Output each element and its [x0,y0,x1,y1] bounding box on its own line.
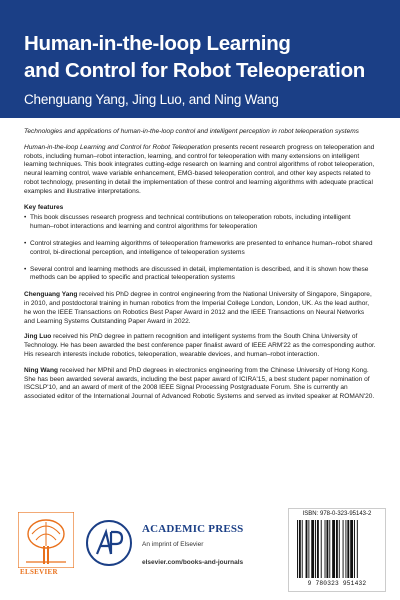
publisher-url: elsevier.com/books-and-journals [142,559,244,566]
bio-text: received her MPhil and PhD degrees in electronics engineering from the Chinese University of Hong Kong. She has been awarded several awards, including the best paper award of ICIRA'15, a best student paper nomination of ISCSLP'10, and an award of merit of the 2008 IEEE Signal Processing Postgraduate Forum. She is currently an associated editor of the International Journal of Advanced Robotic Systems and served as invited speaker at ROMAN'20. [24,366,375,401]
book-title-line-1: Human-in-the-loop Learning [24,32,291,55]
elsevier-logo-icon [18,512,74,568]
barcode-digits: 9 780323 951432 [307,580,367,587]
author-bio-yang [24,291,376,326]
back-cover-text [24,128,376,409]
book-title-line-2: and Control for Robot Teleoperation [24,59,366,82]
description-book-title: Human-in-the-loop Learning and Control for Robot Teleoperation [24,143,212,151]
bio-name: Ning Wang [24,366,58,374]
book-title [24,30,384,84]
description [24,144,376,197]
barcode-box [288,508,386,592]
barcode-icon [295,520,379,580]
key-feature-item: • Control strategies and learning algorithms of teleoperation frameworks are presented to enhance human–robot shared control, bi-directional perception, and intelligence of teleoperation systems [24,240,376,258]
tagline: Technologies and applications of human-in-the-loop control and intelligent perception in robot teleoperation systems [24,128,359,135]
bio-text: received his PhD degree in pattern recognition and intelligent systems from the South China University of Technology. He has been awarded the best conference paper finalist award of IEEE ARM'22 as the corresponding author. His research interests include robotics, teleoperation, wearable devices, and human–robot interaction. [24,333,376,358]
academic-press-name: ACADEMIC PRESS [142,523,244,535]
imprint-line: An imprint of Elsevier [142,541,204,548]
key-feature-item: • This book discusses research progress and technical contributions on teleoperation robots, including intelligent human–robot interactions and learning and control algorithms for teleoperation [24,214,376,232]
bio-name: Jing Luo [24,333,52,341]
description-text: presents recent research progress on teleoperation and robots, including human–robot interaction, learning, and control for teleoperation with many extensions on intelligent learning techniques. This book integrates cutting-edge research on learning and control algorithms of robot teleoperation, neural learning control, wave variable enhancement, EMG-based teleoperation control, and other key aspects related to robot technology, presenting in detail the implementation of these control and learning algorithms with adequate practical examples and illustrative interpretations. [24,143,375,195]
key-features-heading: Key features [24,203,64,211]
key-feature-item: • Several control and learning methods are discussed in detail, implementation is described, and it is shown how these methods can be applied to specific and practical teleoperation systems [24,266,376,284]
book-authors: Chenguang Yang, Jing Luo, and Ning Wang [24,92,279,107]
bio-name: Chenguang Yang [24,291,78,299]
key-features-list [24,214,376,283]
author-bio-luo [24,333,376,359]
isbn-label: ISBN: 978-0-323-95143-2 [302,511,372,517]
bio-text: received his PhD degree in control engineering from the National University of Singapore, Singapore, in 2010, and postdoctoral training in human robotics from the Imperial College London, London, UK. As the lead author, he won the IEEE Transactions on Robotics Best Paper Award in 2012 and the IEEE Transactions on Neural Networks and Learning Systems Outstanding Paper Award in 2022. [24,291,372,325]
author-bio-wang [24,367,376,402]
elsevier-wordmark: ELSEVIER [20,568,58,576]
academic-press-logo-icon [84,518,134,568]
